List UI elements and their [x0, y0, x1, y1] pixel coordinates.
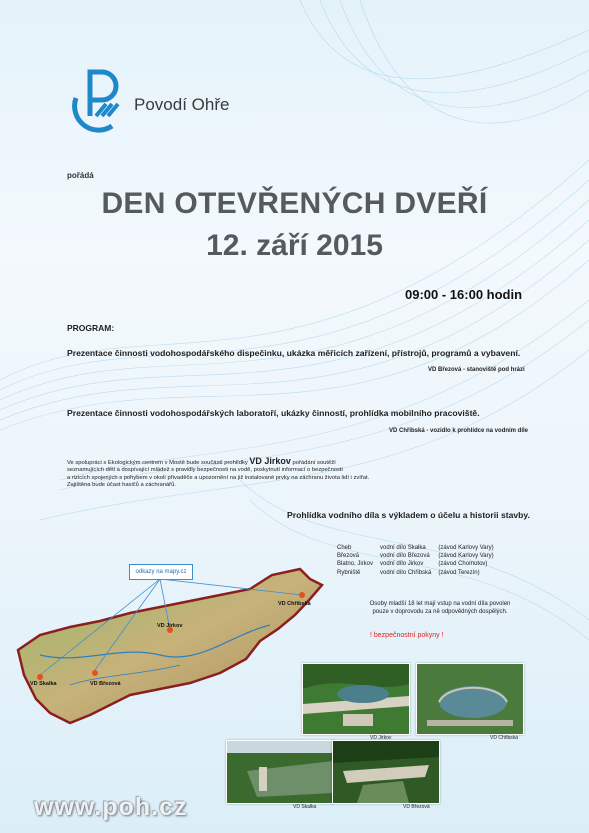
age-notice-line-2: pouze v doprovodu za ně odpovědných dospělých. [372, 609, 508, 615]
label-brezova: VD Březová [90, 681, 121, 687]
site-dam: vodní dílo Chřibská [380, 569, 432, 576]
event-date: 12. září 2015 [206, 229, 383, 262]
site-dam: vodní dílo Březová [380, 553, 430, 560]
site-plant: (závod Terezín) [438, 569, 480, 576]
site-plant: (závod Karlovy Vary) [438, 553, 494, 560]
photo-caption-chribska: VD Chřibská [490, 735, 519, 741]
table-row [337, 552, 501, 560]
table-row [337, 544, 501, 552]
logo-text: Povodí Ohře [134, 95, 230, 114]
paragraph-bold: VD Jirkov [249, 456, 291, 466]
site-dam: vodní dílo Jirkov [380, 561, 424, 568]
site-plant: (závod Karlovy Vary) [438, 545, 494, 551]
site-town: Cheb [337, 545, 352, 551]
label-chribska: VD Chřibská [278, 601, 311, 607]
cooperation-paragraph [67, 458, 467, 490]
region-map [10, 555, 340, 730]
program-item-dispatch-location: VD Březová - stanoviště pod hrází [428, 367, 525, 373]
label-skalka: VD Skalka [30, 681, 57, 687]
photo-caption-skalka: VD Skalka [293, 804, 317, 810]
sites-table [337, 544, 501, 577]
site-dam: vodní dílo Skalka [380, 545, 426, 551]
photo-brezova [332, 740, 440, 804]
age-notice [340, 600, 540, 616]
site-town: Rybniště [337, 569, 361, 576]
povodi-ohre-logo-icon [66, 68, 130, 136]
marker-brezova[interactable] [92, 670, 98, 676]
event-hours: 09:00 - 16:00 hodin [405, 287, 523, 302]
photo-skalka [226, 740, 334, 804]
marker-chribska[interactable] [299, 592, 305, 598]
photo-chribska [416, 663, 524, 735]
photo-caption-brezova: VD Březová [403, 804, 430, 810]
website-link[interactable]: www.poh.cz [34, 793, 188, 821]
site-town: Blatno, Jirkov [337, 561, 374, 568]
paragraph-line-3: a rizicích spojených s pohybem v okolí přivaděče a upozornění na již instalované prvky na záchranu života lidí i zvířat. [67, 474, 370, 481]
photo-jirkov [302, 663, 410, 735]
page-title: DEN OTEVŘENÝCH DVEŘÍ [101, 187, 488, 220]
photo-caption-jirkov: VD Jirkov [370, 735, 392, 741]
program-heading: PROGRAM: [67, 323, 115, 333]
paragraph-line-4: Zajištěna bude účast hasičů a záchranářů. [67, 482, 176, 489]
safety-link[interactable]: ! bezpečnostní pokyny ! [370, 632, 444, 639]
age-notice-line-1: Osoby mladší 18 let mají vstup na vodní díla povolen [369, 601, 511, 607]
label-jirkov: VD Jirkov [157, 623, 183, 629]
paragraph-l1-post: pořádání soutěží [292, 460, 336, 466]
site-town: Březová [337, 553, 360, 560]
program-item-laboratory-location: VD Chřibská - vozidlo k prohlídce na vodním díle [389, 428, 529, 434]
table-row [337, 560, 501, 568]
program-item-laboratory: Prezentace činnosti vodohospodářských laboratoří, ukázky činností, prohlídka mobilního pracoviště. [67, 408, 480, 418]
site-plant: (závod Chomutov) [438, 561, 488, 568]
organizer-label: pořádá [67, 171, 94, 180]
marker-skalka[interactable] [37, 674, 43, 680]
table-row [337, 569, 501, 577]
program-item-dispatch: Prezentace činnosti vodohospodářského dispečinku, ukázka měřicích zařízení, přístrojů, programů a vybavení. [67, 348, 521, 358]
map-link-button[interactable]: odkazy na mapy.cz [129, 564, 193, 580]
paragraph-pre: Ve spolupráci s Ekologickým centrem v Mostě bude součástí prohlídky [67, 460, 248, 466]
paragraph-line-2: seznamujících děti a dospívající mládež s pravidly bezpečnosti na vodě, poskytnutí informací o bezpečnosti [67, 467, 343, 474]
tour-heading: Prohlídka vodního díla s výkladem o účelu a historii stavby. [287, 510, 530, 520]
